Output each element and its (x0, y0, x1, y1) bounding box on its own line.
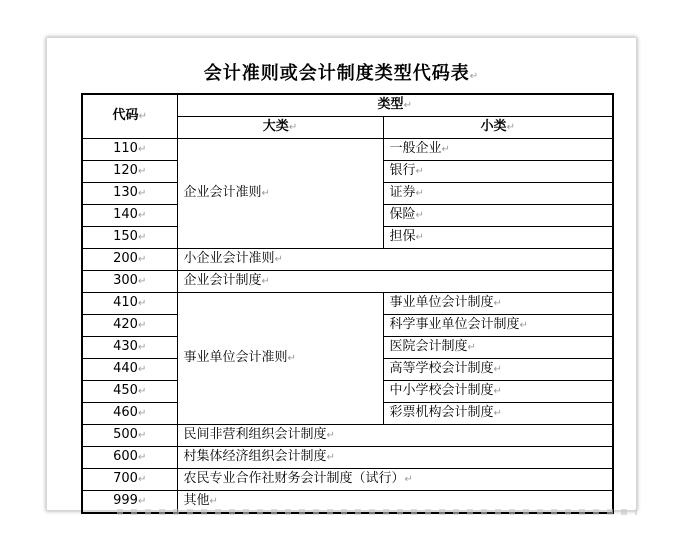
header-major: 大类↵ (177, 117, 383, 139)
code-cell: 440↵ (82, 359, 177, 381)
type-cell: 农民专业合作社财务会计制度（试行）↵ (177, 469, 613, 491)
code-cell: 140↵ (82, 205, 177, 227)
page-title: 会计准则或会计制度类型代码表↵ (203, 63, 480, 84)
type-cell: 民间非营利组织会计制度↵ (177, 425, 613, 447)
header-type: 类型↵ (177, 94, 613, 117)
code-cell: 460↵ (82, 403, 177, 425)
type-cell: 企业会计制度↵ (177, 271, 613, 293)
table-row (82, 249, 613, 271)
code-cell: 120↵ (82, 161, 177, 183)
code-cell: 700↵ (82, 469, 177, 491)
minor-cell: 银行↵ (383, 161, 613, 183)
code-table (81, 93, 614, 514)
group-cell-public-institution: 事业单位会计准则↵ (177, 293, 383, 425)
header-minor: 小类↵ (383, 117, 613, 139)
minor-cell: 彩票机构会计制度↵ (383, 403, 613, 425)
minor-cell: 中小学校会计制度↵ (383, 381, 613, 403)
code-cell: 420↵ (82, 315, 177, 337)
minor-cell: 高等学校会计制度↵ (383, 359, 613, 381)
minor-cell: 科学事业单位会计制度↵ (383, 315, 613, 337)
document-page (46, 37, 637, 511)
minor-cell: 担保↵ (383, 227, 613, 249)
code-cell: 200↵ (82, 249, 177, 271)
table-row (82, 139, 613, 161)
table-row (82, 271, 613, 293)
type-cell: 小企业会计准则↵ (177, 249, 613, 271)
table-row (82, 447, 613, 469)
minor-cell: 事业单位会计制度↵ (383, 293, 613, 315)
code-cell: 450↵ (82, 381, 177, 403)
code-cell: 500↵ (82, 425, 177, 447)
minor-cell: 一般企业↵ (383, 139, 613, 161)
code-cell: 300↵ (82, 271, 177, 293)
code-cell: 150↵ (82, 227, 177, 249)
type-cell: 其他↵ (177, 491, 613, 514)
group-cell-enterprise: 企业会计准则↵ (177, 139, 383, 249)
table-row (82, 425, 613, 447)
minor-cell: 医院会计制度↵ (383, 337, 613, 359)
code-cell: 430↵ (82, 337, 177, 359)
table-row (82, 293, 613, 315)
code-cell: 130↵ (82, 183, 177, 205)
header-code: 代码↵ (82, 94, 177, 139)
type-cell: 村集体经济组织会计制度↵ (177, 447, 613, 469)
table-header-row (82, 94, 613, 117)
table-row (82, 469, 613, 491)
next-line-ghost-text (117, 509, 637, 515)
code-cell: 110↵ (82, 139, 177, 161)
code-cell: 600↵ (82, 447, 177, 469)
code-cell: 410↵ (82, 293, 177, 315)
code-cell: 999↵ (82, 491, 177, 514)
minor-cell: 保险↵ (383, 205, 613, 227)
minor-cell: 证券↵ (383, 183, 613, 205)
